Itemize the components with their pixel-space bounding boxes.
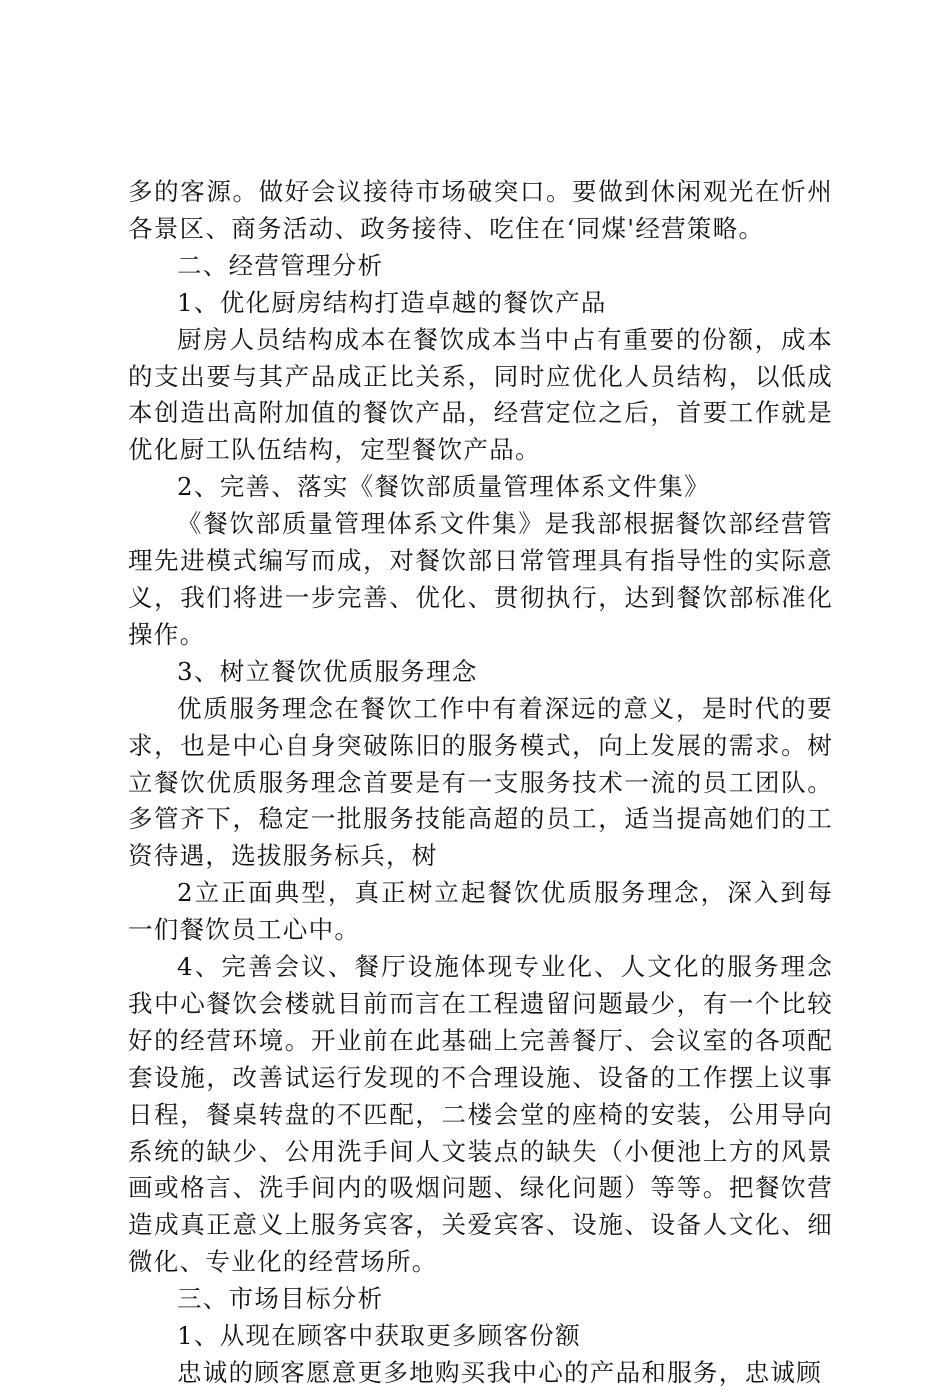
paragraph-service-concept: 优质服务理念在餐饮工作中有着深远的意义，是时代的要求，也是中心自身突破陈旧的服务模式，向上发展的需求。树立餐饮优质服务理念首要是有一支服务技术一流的员工团队。多管齐下，稳定一批服务技能高超的员工，适当提高她们的工资待遇，选拔服务标兵，树 xyxy=(128,693,833,871)
paragraph-facilities: 4、完善会议、餐厅设施体现专业化、人文化的服务理念我中心餐饮会楼就目前而言在工程遗留问题最少，有一个比较好的经营环境。开业前在此基础上完善餐厅、会议室的各项配套设施，改善试运行发现的不合理设施、设备的工作摆上议事日程，餐桌转盘的不匹配，二楼会堂的座椅的安装，公用导向系统的缺少、公用洗手间人文装点的缺失（小便池上方的风景画或格言、洗手间内的吸烟问题、绿化问题）等等。把餐饮营造成真正意义上服务宾客，关爱宾客、设施、设备人文化、细微化、专业化的经营场所。 xyxy=(128,952,833,1277)
document-body xyxy=(128,174,833,1392)
subheading-customer-share: 1、从现在顾客中获取更多顾客份额 xyxy=(177,1321,581,1351)
paragraph-quality-system: 《餐饮部质量管理体系文件集》是我部根据餐饮部经营管理先进模式编写而成，对餐饮部日常管理具有指导性的实际意义，我们将进一步完善、优化、贯彻执行，达到餐饮部标准化操作。 xyxy=(128,509,833,649)
paragraph-kitchen-structure: 厨房人员结构成本在餐饮成本当中占有重要的份额，成本的支出要与其产品成正比关系，同时应优化人员结构，以低成本创造出高附加值的餐饮产品，经营定位之后，首要工作就是优化厨工队伍结构，定型餐饮产品。 xyxy=(128,324,833,465)
subheading-quality-system: 2、完善、落实《餐饮部质量管理体系文件集》 xyxy=(177,472,710,502)
subheading-service-concept: 3、树立餐饮优质服务理念 xyxy=(177,656,478,686)
subheading-kitchen-structure: 1、优化厨房结构打造卓越的餐饮产品 xyxy=(177,287,607,317)
section-heading-business-management: 二、经营管理分析 xyxy=(177,250,384,280)
paragraph-customer-share: 忠诚的顾客愿意更多地购买我中心的产品和服务，忠诚顾 xyxy=(177,1358,822,1387)
paragraph-continuation: 多的客源。做好会议接待市场破突口。要做到休闲观光在忻州各景区、商务活动、政务接待、吃住在‘同煤'经营策略。 xyxy=(128,177,833,243)
section-heading-market-goals: 三、市场目标分析 xyxy=(177,1284,384,1314)
paragraph-service-concept-continued: 2立正面典型，真正树立起餐饮优质服务理念，深入到每一们餐饮员工心中。 xyxy=(128,878,833,945)
